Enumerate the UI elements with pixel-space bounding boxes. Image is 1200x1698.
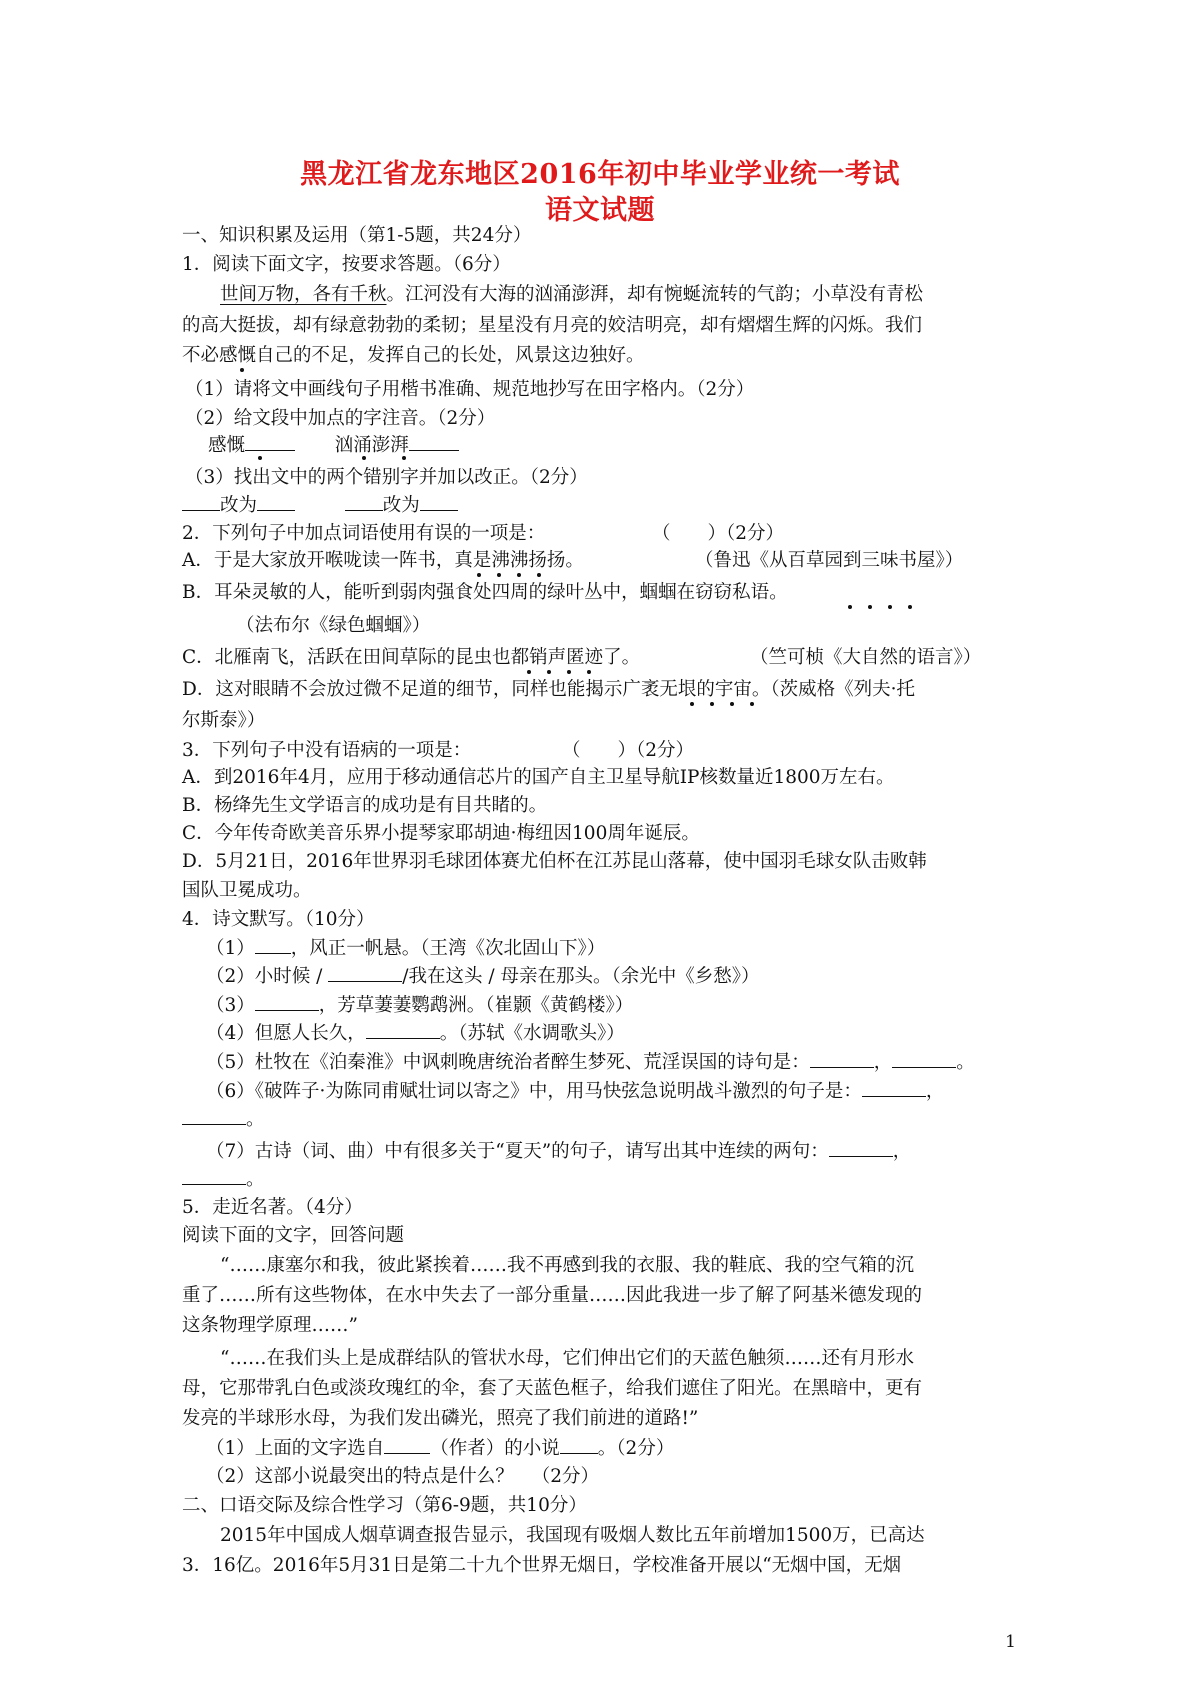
page-number: 1 bbox=[1005, 1632, 1016, 1652]
q5-excerpt2-line2: 母，它那带乳白色或淡玫瑰红的伞，套了天蓝色框子，给我们遮住了阳光。在黑暗中，更有 bbox=[182, 1378, 923, 1399]
item-text: ，芳草萋萋鹦鹉洲。（崔颢《黄鹤楼》） bbox=[318, 995, 634, 1016]
answer-blank[interactable] bbox=[257, 492, 295, 511]
q5-excerpt2-line1: “……在我们头上是成群结队的管状水母，它们伸出它们的天蓝色触须……还有月形水 bbox=[220, 1348, 914, 1369]
q3-option-b: B．杨绛先生文学语言的成功是有目共睹的。 bbox=[182, 795, 548, 816]
punctuation: ， bbox=[925, 1081, 945, 1102]
q2-stem bbox=[182, 520, 1018, 548]
q4-item4 bbox=[206, 1020, 1018, 1048]
answer-blank[interactable] bbox=[255, 992, 319, 1011]
q4-item5 bbox=[206, 1049, 1018, 1077]
answer-blank[interactable] bbox=[409, 432, 459, 451]
underlined-sentence: 世间万物，各有千秋 bbox=[220, 284, 387, 305]
q1-sub3-answers bbox=[182, 492, 1018, 520]
answer-blank[interactable] bbox=[255, 935, 291, 954]
answer-blank[interactable] bbox=[810, 1049, 874, 1068]
q1-passage-line3: 不必感慨自己的不足，发挥自己的长处，风景这边独好。 bbox=[182, 345, 645, 366]
item-score: （2分） bbox=[531, 1466, 600, 1487]
item-text: （2）这部小说最突出的特点是什么？ bbox=[206, 1466, 514, 1487]
q1-stem: 1．阅读下面文字，按要求答题。（6分） bbox=[182, 254, 511, 275]
q3-stem-text: 3．下列句子中没有语病的一项是： bbox=[182, 740, 472, 761]
item-number: （1） bbox=[206, 938, 255, 959]
q4-item1 bbox=[206, 935, 1018, 963]
item-text: /我在这头 / 母亲在那头。（余光中《乡愁》） bbox=[402, 966, 760, 987]
section2-paragraph-line1: 2015年中国成人烟草调查报告显示，我国现有吸烟人数比五年前增加1500万，已高达 bbox=[220, 1525, 925, 1546]
q2-option-b-source: （法布尔《绿色蝈蝈》） bbox=[236, 615, 431, 636]
change-label: 改为 bbox=[382, 495, 420, 516]
option-source: （竺可桢《大自然的语言》） bbox=[750, 647, 982, 668]
q4-item2 bbox=[206, 963, 1018, 991]
q5-sub2 bbox=[206, 1463, 1018, 1491]
q5-excerpt1-line1: “……康塞尔和我，彼此紧挨着……我不再感到我的衣服、我的鞋底、我的空气箱的沉 bbox=[220, 1255, 914, 1276]
item-text: （6）《破阵子·为陈同甫赋壮词以寄之》中，用马快弦急说明战斗激烈的句子是： bbox=[206, 1081, 862, 1102]
item-text: （5）杜牧在《泊秦淮》中讽刺晚唐统治者醉生梦死、荒淫误国的诗句是： bbox=[206, 1052, 810, 1073]
q1-passage-line2: 的高大挺拔，却有绿意勃勃的柔韧；星星没有月亮的姣洁明亮，却有熠熠生辉的闪烁。我们 bbox=[182, 315, 923, 336]
q5-sub1 bbox=[206, 1435, 1018, 1463]
q3-option-a: A．到2016年4月，应用于移动通信芯片的国产自主卫星导航IP核数量近1800万左右。 bbox=[182, 767, 895, 788]
answer-blank[interactable] bbox=[829, 1138, 893, 1157]
q1-sub1: （1）请将文中画线句子用楷书准确、规范地抄写在田字格内。（2分） bbox=[185, 379, 755, 400]
q5-excerpt1-line3: 这条物理学原理……” bbox=[182, 1315, 358, 1336]
answer-blank[interactable] bbox=[560, 1435, 598, 1454]
item-text: （2）小时候 / bbox=[206, 966, 329, 987]
q2-answer-paren[interactable]: （ ）（2分） bbox=[652, 523, 785, 544]
q5-excerpt2-line3: 发亮的半球形水母，为我们发出磷光，照亮了我们前进的道路!” bbox=[182, 1408, 699, 1429]
answer-blank[interactable] bbox=[366, 1020, 440, 1039]
answer-blank[interactable] bbox=[182, 1166, 246, 1185]
item-text: ，风正一帆悬。（王湾《次北固山下》） bbox=[290, 938, 606, 959]
passage-text: 。江河没有大海的汹涌澎湃，却有惋蜒流转的气韵；小草没有青松 bbox=[386, 284, 924, 305]
punctuation: 。 bbox=[246, 1169, 265, 1190]
item-number: （3） bbox=[206, 995, 255, 1016]
option-text: C．北雁南飞，活跃在田间草际的昆虫也都销声匿迹了。 bbox=[182, 647, 641, 668]
q3-option-d: D．5月21日，2016年世界羽毛球团体赛尤伯杯在江苏昆山落幕，使中国羽毛球女队击败韩 bbox=[182, 851, 927, 872]
item-text: 。（苏轼《水调歌头》） bbox=[439, 1023, 625, 1044]
q1-sub2: （2）给文段中加点的字注音。（2分） bbox=[185, 408, 496, 429]
section2-paragraph-line2: 3．16亿。2016年5月31日是第二十九个世界无烟日，学校准备开展以“无烟中国，无烟 bbox=[182, 1555, 902, 1576]
q2-option-a bbox=[182, 547, 1018, 575]
option-source: （鲁迅《从百草园到三味书屋》） bbox=[695, 550, 964, 571]
q4-stem: 4．诗文默写。（10分） bbox=[182, 909, 375, 930]
item-text: （7）古诗（词、曲）中有很多关于“夏天”的句子，请写出其中连续的两句： bbox=[206, 1141, 829, 1162]
answer-blank[interactable] bbox=[182, 1106, 246, 1125]
q2-option-d-cont: 尔斯泰》） bbox=[182, 710, 266, 731]
section1-heading: 一、知识积累及运用（第1-5题，共24分） bbox=[182, 225, 532, 246]
answer-blank[interactable] bbox=[182, 492, 220, 511]
pinyin-word-2: 汹涌澎湃 bbox=[334, 435, 409, 456]
q1-sub2-items bbox=[208, 432, 1018, 460]
answer-blank[interactable] bbox=[245, 432, 295, 451]
punctuation: 。 bbox=[956, 1052, 975, 1073]
q2-stem-text: 2．下列句子中加点词语使用有误的一项是： bbox=[182, 523, 546, 544]
q1-sub3: （3）找出文中的两个错别字并加以改正。（2分） bbox=[185, 467, 588, 488]
punctuation: ， bbox=[873, 1052, 893, 1073]
q4-item7 bbox=[206, 1138, 1018, 1166]
answer-blank[interactable] bbox=[862, 1078, 926, 1097]
answer-blank[interactable] bbox=[345, 492, 383, 511]
item-text: 。（2分） bbox=[597, 1438, 675, 1459]
punctuation: 。 bbox=[246, 1109, 265, 1130]
exam-subtitle: 语文试题 bbox=[545, 195, 655, 226]
q4-item7-cont bbox=[182, 1166, 1018, 1194]
q5-excerpt1-line2: 重了……所有这些物体，在水中失去了一部分重量……因此我进一步了解了阿基米德发现的 bbox=[182, 1285, 923, 1306]
q4-item6 bbox=[206, 1078, 1018, 1106]
q5-stem: 5．走近名著。（4分） bbox=[182, 1197, 363, 1218]
item-text: （1）上面的文字选自 bbox=[206, 1438, 385, 1459]
option-text: A．于是大家放开喉咙读一阵书，真是沸沸扬扬。 bbox=[182, 550, 584, 571]
answer-blank[interactable] bbox=[892, 1049, 956, 1068]
item-text: （4）但愿人长久， bbox=[206, 1023, 366, 1044]
q1-passage-line1 bbox=[220, 281, 1018, 309]
q4-item3 bbox=[206, 992, 1018, 1020]
change-label: 改为 bbox=[220, 495, 258, 516]
punctuation: ， bbox=[892, 1141, 912, 1162]
q4-item6-cont bbox=[182, 1106, 1018, 1134]
exam-title: 黑龙江省龙东地区2016年初中毕业学业统一考试 bbox=[300, 159, 900, 190]
pinyin-word-1: 感慨 bbox=[208, 435, 246, 456]
answer-blank[interactable] bbox=[384, 1435, 430, 1454]
q5-intro: 阅读下面的文字，回答问题 bbox=[182, 1225, 405, 1246]
answer-blank[interactable] bbox=[328, 963, 402, 982]
q3-stem bbox=[182, 737, 1018, 765]
q3-option-c: C．今年传奇欧美音乐界小提琴家耶胡迪·梅纽因100周年诞辰。 bbox=[182, 823, 700, 844]
answer-blank[interactable] bbox=[420, 492, 458, 511]
q2-option-c bbox=[182, 644, 1018, 672]
q3-answer-paren[interactable]: （ ）（2分） bbox=[562, 740, 695, 761]
q3-option-d-cont: 国队卫冕成功。 bbox=[182, 880, 312, 901]
q2-option-b: B．耳朵灵敏的人，能听到弱肉强食处四周的绿叶丛中，蝈蝈在窃窃私语。 bbox=[182, 582, 788, 603]
q2-option-d: D．这对眼睛不会放过微不足道的细节，同样也能揭示广袤无垠的宇宙。（茨威格《列夫·托 bbox=[182, 679, 915, 700]
item-text: （作者）的小说 bbox=[430, 1438, 560, 1459]
section2-heading: 二、口语交际及综合性学习（第6-9题，共10分） bbox=[182, 1495, 587, 1516]
